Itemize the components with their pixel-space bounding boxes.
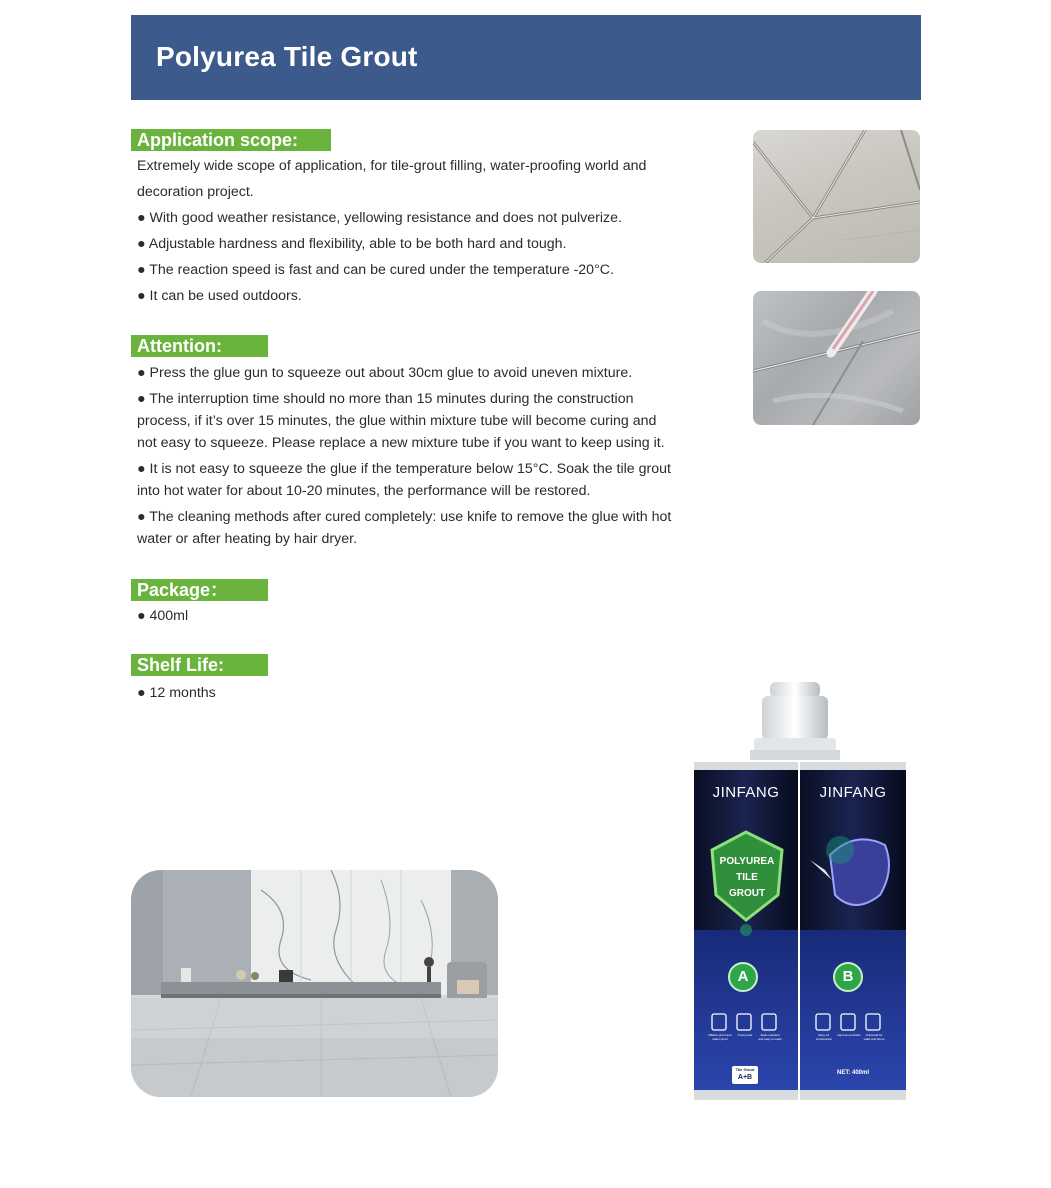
part-b-label: B	[842, 968, 854, 985]
package-heading: Package：	[131, 579, 268, 601]
attention-item: ● The cleaning methods after cured completely: use knife to remove the glue with hot water or after heating by hair dryer.	[137, 509, 672, 547]
badge-text-line1: POLYUREA	[719, 856, 775, 867]
feature-b1: Easy for construction	[815, 1033, 833, 1041]
attention-item: ● The interruption time should no more than 15 minutes during the construction process, if it’s over 15 minutes, the glue within mixture tube will become curing and not easy to squeeze. Please replace a new mixture tube if you want to keep using it.	[137, 391, 665, 451]
shelf-life-heading: Shelf Life:	[131, 654, 268, 676]
shelf-life-text	[137, 682, 677, 704]
scope-bullet: ● It can be used outdoors.	[137, 288, 302, 304]
package-item: ● 400ml	[137, 608, 189, 624]
product-label-a-bottom: A+B	[737, 1074, 753, 1081]
badge-text-line2: TILE	[736, 872, 758, 883]
grout-application-photo	[753, 291, 920, 425]
title-banner	[131, 15, 921, 100]
attention-text	[137, 362, 672, 554]
feature-b3: Universal for walls and floors	[863, 1033, 885, 1041]
brand-label-b: JINFANG	[819, 784, 887, 801]
attention-item: ● Press the glue gun to squeeze out about 30cm glue to avoid uneven mixture.	[137, 365, 633, 381]
page-title: Polyurea Tile Grout	[156, 41, 418, 72]
product-label-a-top: Tile Grout	[735, 1067, 755, 1072]
scope-bullet: ● With good weather resistance, yellowing resistance and does not pulverize.	[137, 210, 622, 226]
living-room-photo	[131, 870, 498, 1097]
badge-text-line3: GROUT	[728, 888, 766, 899]
attention-heading: Attention:	[131, 335, 268, 357]
application-scope-heading: Application scope:	[131, 129, 331, 151]
shelf-life-item: ● 12 months	[137, 685, 216, 701]
scope-line: Extremely wide scope of application, for tile-grout filling, water-proofing world and	[137, 158, 647, 174]
product-cartridge-image	[690, 680, 920, 1110]
feature-a1: Mildew-proof and water-proof	[708, 1033, 732, 1041]
scope-bullet: ● Adjustable hardness and flexibility, able to be both hard and tough.	[137, 236, 567, 252]
grouted-tile-photo	[753, 130, 920, 263]
scope-line: decoration project.	[137, 184, 254, 200]
attention-item: ● It is not easy to squeeze the glue if the temperature below 15°C. Soak the tile grout into hot water for about 10-20 minutes, the performance will be restored.	[137, 461, 671, 499]
package-text	[137, 605, 677, 627]
brand-label-a: JINFANG	[712, 784, 780, 801]
feature-a2: Curing fast	[737, 1033, 753, 1037]
part-a-label: A	[737, 968, 749, 985]
application-scope-text	[137, 153, 677, 309]
feature-b2: Hard as porcelain	[837, 1033, 861, 1037]
scope-bullet: ● The reaction speed is fast and can be cured under the temperature -20°C.	[137, 262, 614, 278]
net-volume-label: NET: 400ml	[836, 1070, 869, 1076]
feature-a3: Stain-resistant and easy to wash	[758, 1033, 782, 1041]
